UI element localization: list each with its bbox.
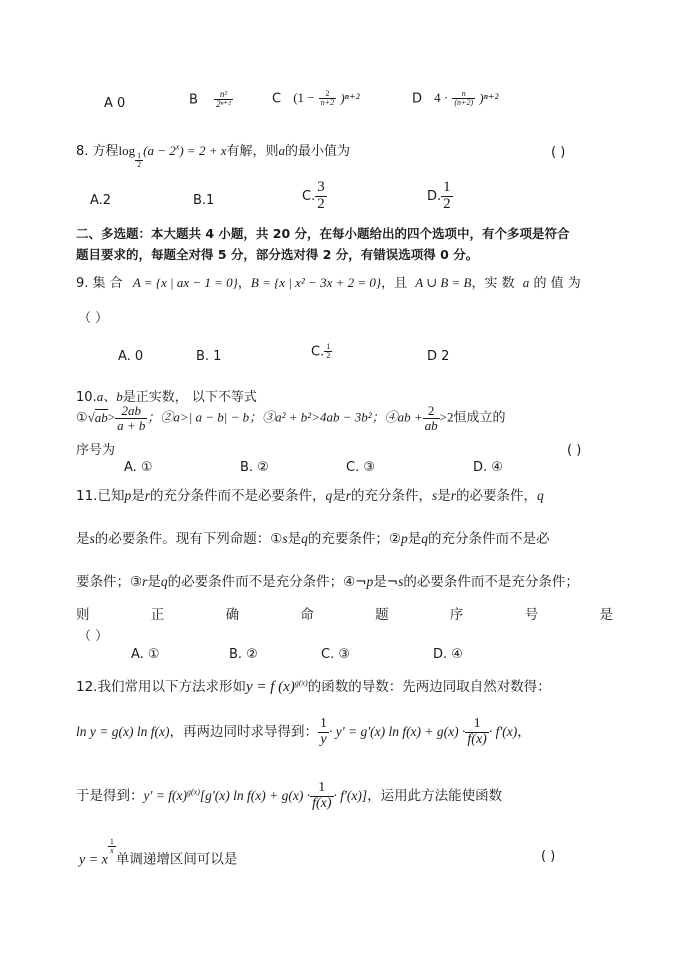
q11-line2: 是s的必要条件。现有下列命题：①s是q的充要条件；②p是q的充分条件而不是必 xyxy=(76,531,550,547)
q10-option-b: B. ② xyxy=(240,460,269,475)
q11-option-b: B. ② xyxy=(229,647,258,662)
q8-option-c: C. $\frac{3}{2}$ xyxy=(302,179,325,212)
q10-option-c: C. ③ xyxy=(346,460,375,475)
q12-line4: y = x $\frac{1}{x}$ 单调递增区间可以是 xyxy=(79,837,238,868)
q10-option-a: A. ① xyxy=(124,460,153,475)
q7-option-b-fraction: $\frac{\text{n²}}{\text{2ⁿ⁺²}}$ xyxy=(216,89,231,110)
q9-option-a: A. 0 xyxy=(118,349,144,364)
q7-option-c-fraction: $\frac{2}{n+2}$ xyxy=(320,89,335,108)
section2-heading-line1: 二、多选题：本大题共 4 小题，共 20 分，在每小题给出的四个选项中，有个多项是符合 xyxy=(76,226,570,241)
q9-option-d: D 2 xyxy=(427,349,450,364)
q11-option-d: D. ④ xyxy=(433,647,463,662)
q10-stem: 10.a、b是正实数， 以下不等式 xyxy=(76,389,257,405)
q10-fraction-4: $\frac{2}{ab}$ xyxy=(424,403,438,433)
q10-option-d: D. ④ xyxy=(473,460,503,475)
q8-option-d-fraction: $\frac{1}{2}$ xyxy=(443,179,451,212)
q8-stem: 8. 方程log $\frac{1}{2}$ $(a - 2^x) = 2 + x$有解，则a的最小值为 xyxy=(76,142,351,169)
q8-option-d: D. $\frac{1}{2}$ xyxy=(427,179,451,212)
q12-line2: ln y = g(x) ln f(x)，再两边同时求导得到： $\frac{1}{y}$ · y' = g'(x) ln f(x) + g(x) · $\frac{1}{f(x)}$ · f'(x)， xyxy=(76,716,531,747)
q12-fraction-1-over-fx: $\frac{1}{f(x)}$ xyxy=(467,716,487,747)
q9-option-c-fraction: $\frac{1}{2}$ xyxy=(326,342,331,361)
q10-fraction-1: $\frac{2ab}{a + b}$ xyxy=(117,403,146,433)
q9-answer-bracket: （ ） xyxy=(78,311,109,326)
q12-exponent-fraction: $\frac{1}{x}$ xyxy=(109,837,114,856)
q9-option-b: B. 1 xyxy=(196,349,222,364)
q7-option-a: A 0 xyxy=(104,96,126,111)
q9-option-c: C. $\frac{1}{2}$ xyxy=(311,342,331,361)
q10-conditions: ①√ab> $\frac{2ab}{a + b}$ ；②a>| a − b| − b；③a² + b²>4ab − 3b²；④ab + $\frac{2}{ab}$ >2恒成立的 xyxy=(76,403,506,433)
q11-option-c: C. ③ xyxy=(321,647,350,662)
q12-fraction-line3: $\frac{1}{f(x)}$ xyxy=(312,780,332,811)
q7-option-c: C (1 − $\frac{2}{n+2}$ )ⁿ⁺² xyxy=(272,89,360,108)
q10-answer-bracket: ( ) xyxy=(567,443,582,458)
q8-log-base: $\frac{1}{2}$ xyxy=(137,150,142,169)
q7-option-d: D 4 · $\frac{n}{(n+2)}$ )ⁿ⁺² xyxy=(412,89,499,108)
q12-answer-bracket: ( ) xyxy=(541,849,556,864)
q8-option-a: A.2 xyxy=(90,193,112,208)
q9-stem: 9. 集 合 A = {x | ax − 1 = 0}，B = {x | x² − 3x + 2 = 0}，且 A ∪ B = B，实 数 a 的 值 为 xyxy=(76,275,581,291)
q8-answer-bracket: ( ) xyxy=(551,145,566,160)
q8-option-b: B.1 xyxy=(193,193,215,208)
q11-line3: 要条件；③r是q的必要条件而不是充分条件；④¬p是¬s的必要条件而不是充分条件； xyxy=(76,574,579,590)
q7-option-d-fraction: $\frac{n}{(n+2)}$ xyxy=(454,89,474,108)
q8-option-c-fraction: $\frac{3}{2}$ xyxy=(317,179,325,212)
q7-option-b: B $\frac{\text{n²}}{\text{2ⁿ⁺²}}$ xyxy=(189,89,231,110)
q12-line1: 12.我们常用以下方法求形如y = f $(x)^{g(x)}$的函数的导数：先两边同取自然对数得： xyxy=(76,678,551,695)
q11-option-a: A. ① xyxy=(131,647,160,662)
q10-line3: 序号为 xyxy=(76,443,116,458)
q11-line1: 11.已知p是r的充分条件而不是必要条件，q是r的充分条件，s是r的必要条件，q xyxy=(76,488,544,504)
q11-line4: 则 正 确 命 题 序 号 是 xyxy=(76,607,613,623)
section2-heading-line2: 题目要求的，每题全对得 5 分，部分选对得 2 分，有错误选项得 0 分。 xyxy=(76,247,479,262)
q11-answer-bracket: （ ） xyxy=(78,629,109,644)
q12-line3: 于是得到：$y' = f(x)^{g(x)}[g'(x)$ ln f(x) + g(x) · $\frac{1}{f(x)}$ · f'(x)]，运用此方法能使函数 xyxy=(76,780,503,811)
q12-fraction-1-over-y: $\frac{1}{y}$ xyxy=(319,716,327,747)
